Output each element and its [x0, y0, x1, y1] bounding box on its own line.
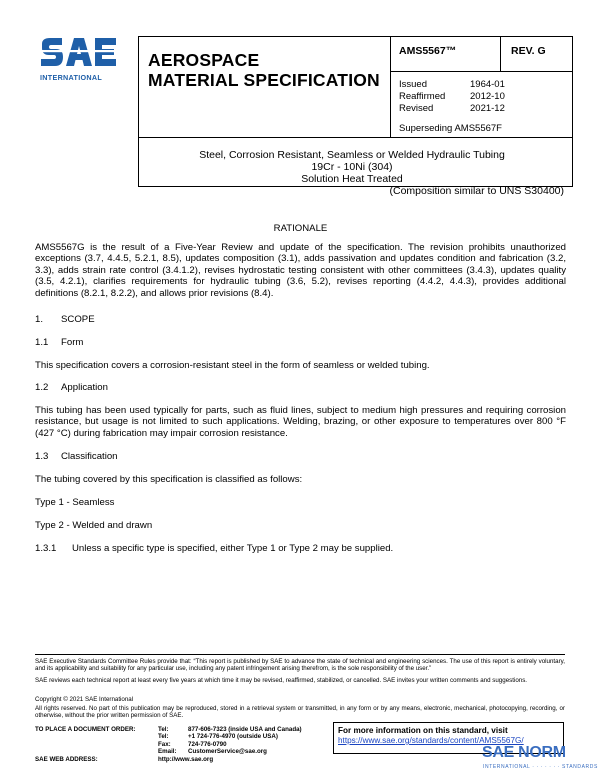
- logo-subtitle: INTERNATIONAL: [40, 73, 103, 82]
- web-link[interactable]: http://www.sae.org: [158, 755, 214, 763]
- section-title: Form: [61, 337, 84, 348]
- section-1-2-heading: [35, 382, 566, 393]
- document-dates: [399, 79, 505, 115]
- header-divider-rev: [500, 36, 501, 71]
- contact-label: Tel:: [158, 726, 169, 733]
- header-divider-subject: [138, 137, 573, 138]
- contact-line: [35, 741, 302, 748]
- contact-line: [35, 748, 302, 755]
- header-divider-docnum: [390, 71, 573, 72]
- subject-line-3: Solution Heat Treated: [301, 173, 403, 185]
- section-text: Unless a specific type is specified, either Type 1 or Type 2 may be supplied.: [72, 543, 394, 554]
- standard-link[interactable]: https://www.sae.org/standards/content/AMS5567G/: [338, 736, 524, 745]
- section-number: 1.2: [35, 382, 49, 393]
- contact-line: [35, 756, 302, 763]
- section-1-3-1: [35, 543, 566, 554]
- watermark-text: SAE NORM: [482, 744, 566, 761]
- subject-line-1: Steel, Corrosion Resistant, Seamless or Welded Hydraulic Tubing: [199, 149, 505, 161]
- subject-line-2: 19Cr - 10Ni (304): [311, 161, 393, 173]
- contact-value: +1 724-776-4970 (outside USA): [188, 733, 278, 741]
- date-label: Issued: [399, 79, 427, 90]
- web-label: SAE WEB ADDRESS:: [35, 755, 98, 763]
- type-2-item: Type 2 - Welded and drawn: [35, 520, 153, 531]
- section-title: SCOPE: [61, 314, 95, 325]
- footer-rights: All rights reserved. No part of this publication may be reproduced, stored in a retrieval system or transmitted, in any form or by any means, electronic, mechanical, photocopying, recording, or otherwise, without the prior written permission of SAE.: [35, 705, 565, 720]
- section-number: 1.: [35, 314, 44, 325]
- footer-disclaimer: SAE Executive Standards Committee Rules provide that: “This report is published by SAE to advance the state of technical and engineering sciences. The use of this report is entirely voluntary, and its applicability and suitability for any particular use, including any patent infringement arising therefrom, is the sole responsibility of the user.”: [35, 658, 565, 673]
- contact-label: Email:: [158, 748, 177, 756]
- contact-value: 877-606-7323 (inside USA and Canada): [188, 726, 302, 733]
- contact-label: Tel:: [158, 733, 169, 741]
- title-line-2: MATERIAL SPECIFICATION: [148, 70, 380, 90]
- watermark-subtext: INTERNATIONAL · · · · · · · STANDARDS: [483, 764, 598, 770]
- document-number: AMS5567™: [399, 45, 457, 57]
- date-row-issued: [399, 79, 505, 91]
- section-1-3-text: The tubing covered by this specification is classified as follows:: [35, 474, 303, 485]
- order-contact-block: [35, 726, 302, 763]
- section-1-2-text: This tubing has been used typically for parts, such as fluid lines, subject to medium high pressures and requiring corrosion resistance, but usage is not limited to such applications. Welding, brazing, or other exposure to temperatures over 800 °F (427 °C) during fabrication may impair corrosion resistance.: [35, 405, 566, 439]
- header-divider-vertical: [390, 36, 391, 137]
- date-value: 2012-10: [470, 91, 505, 102]
- section-title: Application: [61, 382, 108, 393]
- contact-label: Fax:: [158, 740, 171, 748]
- rationale-heading: RATIONALE: [273, 223, 328, 234]
- footer-review-note: SAE reviews each technical report at least every five years at which time it may be revised, reaffirmed, stabilized, or cancelled. SAE invites your written comments and suggestions.: [35, 677, 528, 684]
- contact-line: [35, 733, 302, 740]
- section-number: 1.3: [35, 451, 49, 462]
- section-number: 1.1: [35, 337, 49, 348]
- section-number: 1.3.1: [35, 543, 57, 554]
- date-label: Revised: [399, 103, 434, 114]
- section-1-1-text: This specification covers a corrosion-resistant steel in the form of seamless or welded tubing.: [35, 360, 430, 371]
- footer-copyright: Copyright © 2021 SAE International: [35, 696, 134, 703]
- date-row-reaffirmed: [399, 91, 505, 103]
- date-row-revised: [399, 103, 505, 115]
- revision-label: REV. G: [511, 45, 546, 57]
- subject-line-4: (Composition similar to UNS S30400): [389, 185, 564, 197]
- contact-value: 724-776-0790: [188, 740, 227, 748]
- type-1-item: Type 1 - Seamless: [35, 497, 115, 508]
- date-value: 1964-01: [470, 79, 505, 90]
- footer-rule: [35, 654, 565, 655]
- date-value: 2021-12: [470, 103, 505, 114]
- sae-logo-mark: [38, 36, 122, 72]
- date-label: Reaffirmed: [399, 91, 446, 102]
- superseding-note: Superseding AMS5567F: [399, 123, 502, 134]
- section-1-1-heading: [35, 337, 566, 348]
- more-info-text: For more information on this standard, visit: [338, 726, 508, 735]
- section-1-3-heading: [35, 451, 566, 462]
- order-label: TO PLACE A DOCUMENT ORDER:: [35, 726, 136, 733]
- contact-email[interactable]: CustomerService@sae.org: [188, 748, 267, 756]
- contact-line: [35, 726, 302, 733]
- document-title: [148, 50, 380, 90]
- title-line-1: AEROSPACE: [148, 50, 260, 70]
- section-title: Classification: [61, 451, 118, 462]
- subject-block: [140, 149, 564, 197]
- rationale-text: AMS5567G is the result of a Five-Year Review and update of the specification. The revision prohibits unauthorized exceptions (3.7, 4.4.5, 5.2.1, 8.5), updates composition (3.1), adds passivation and updates condition and fabrication (3.2, 3.3), adds strain rate control (3.4.1.2), revises hydrostatic testing consistent with other committees (3.4.3), updates quality (3.5, 4.2.1), clarifies requirements for hydraulic tubing (3.6, 5.2), revises reporting (4.4.2, 4.4.3), provides additional definitions (8.2.1, 8.2.2), and allows prior revisions (8.4).: [35, 242, 566, 299]
- section-1-heading: [35, 314, 566, 325]
